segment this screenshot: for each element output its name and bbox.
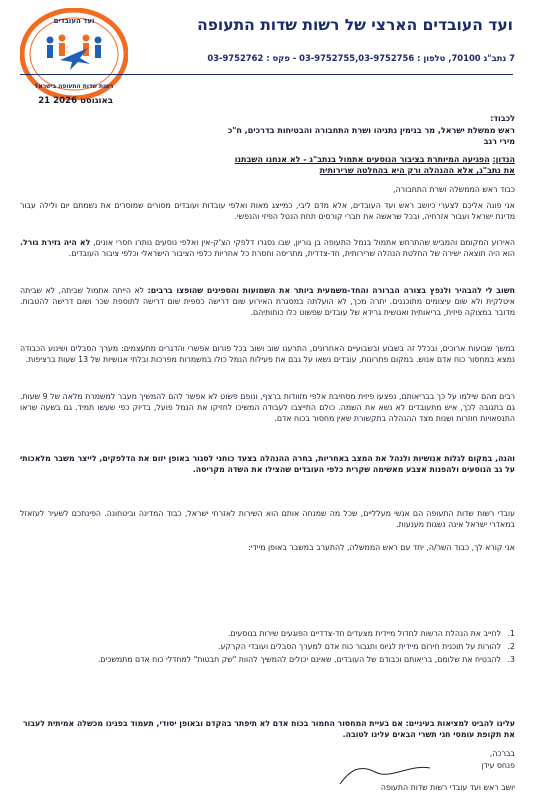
- signer-name: פנחס עידן: [481, 761, 515, 770]
- body-paragraph-p8: [20, 542, 515, 553]
- body-paragraph-p6: [20, 453, 515, 475]
- subject-line-1: הפגיעה המיותרת בציבור הנוסעים אתמול בנתב"ג - לא אנחנו השבתנו: [234, 155, 490, 164]
- subject: [20, 154, 515, 176]
- demand-number: 2.: [507, 642, 515, 652]
- body-paragraph-p7: [20, 508, 515, 530]
- body-paragraph-p1: [20, 200, 515, 222]
- demand-text: לחייב את הנהלת הרשות לחדול מיידית מצעדים חד-צדדיים הפוגעים שירות בנוסעים.: [227, 629, 501, 638]
- signoff: בברכה,: [489, 749, 515, 758]
- recipients: [20, 125, 515, 147]
- demand-number: 3.: [507, 655, 515, 665]
- paragraph-text: עובדי רשות שדות התעופה הם אנשי מעלליים, שכל מה שמנחה אותם הוא השירות לאזרחי ישראל, כבוד המדינה וביטחונה. הפינתכם לשעיר לעזאזל במאדרי ישראל אינה נשגות מענעות.: [20, 509, 515, 530]
- paragraph-text: הוא היה תוצאה ישירה של החלטת הנהלה שרירותית, חד-צדדית, מתריסה וחסרת כל אחריות כלפי הציבור הישראלי וכלפי ציבור העובדים.: [68, 249, 515, 259]
- paragraph-text: אני פונה אליכם לצערי כיושב ראש ועד העובדים, אלא מדם ליבי, כמייצג מאות ואלפי עובדות ועובדים מסורים שמוסרים את נשמתם יום ולילה עבור מדינת ישראל ועבור אזרחיה, ובכל שראשה את חברי קורסים תחת הנטל הפיזי והנפשי.: [20, 201, 515, 222]
- greeting: כבוד ראש הממשלה ושרת התחבורה,: [393, 185, 515, 194]
- recipient-line: ראש ממשלת ישראל, מר בנימין נתניהו ושרת התחבורה והבטיחות בדרכים, ח"כ: [227, 126, 515, 135]
- logo-text-bottom: רשות שדות התעופה בישראל: [34, 83, 114, 90]
- body-paragraph-p2: [20, 237, 515, 259]
- body-paragraph-p5: [20, 391, 515, 425]
- paragraph-text: לא הייתה אתמול שביתה, לא שביתה איטלקית ולא שום עיצומים מתוכננים. יתרה מכך, לא הועלתה במסגרת האירוע שום דרישה כספית שום דרישה לתוספת שכר ושום דרישה להטבות. מדובר במצוקה פיזית, בריאותית ואנושית גרידא של עובדים שפשוט כלו כוחותיהם.: [20, 286, 515, 318]
- body-paragraph-p3: [20, 285, 515, 319]
- paragraph-text: לא היה גזירת גורל.: [20, 238, 91, 247]
- demand-text: להורות על תוכנית חירום מיידית לגיוס ותגבור כוח אדם למערך הסבלים ועובדי הקרקע.: [218, 642, 501, 652]
- demand-item: [30, 641, 515, 652]
- closing-paragraph: עלינו להביט למציאות בעיניים: אם בעיית המחסור החמור בכוח אדם לא תיפתר בהקדם ובאופן יסודי, תעמוד בפנינו מכשלה אמיתית לעבור את תקופת עומסי חגי תשרי הבאים עלינו לטובה.: [22, 719, 515, 740]
- to-label: לכבוד:: [490, 114, 515, 123]
- paragraph-text: חשוב לי להבהיר ולנפץ בצורה הברורה והחד-משמעית ביותר את השמועות והספינים שהופצו ברבים:: [147, 286, 515, 295]
- body-paragraph-p4: [20, 343, 515, 365]
- letterhead-title: ועד העובדים הארצי של רשות שדות התעופה: [197, 16, 513, 34]
- union-logo: [20, 8, 128, 100]
- subject-label: הנדון:: [492, 155, 515, 164]
- logo-text-top: ועד העובדים: [53, 17, 95, 25]
- demands-list: [30, 628, 515, 668]
- paragraph-text: במשך שבועות ארוכים, ובכלל זה בשבוע ובשבועיים האחרונים, התרענו שוב ושוב בכל פורום אפשרי והדגרים מתעצמים: מערך הסבלים ושינוע הכבודה נמצא במחסור כוח אדם אנוש. במקום פתרונות, עובדים נשאו על גבם את פעילות הנמל כולו במשמרות מפרכות ובלתי אנושיות של 13 שעות ברציפות.: [20, 344, 515, 365]
- demand-text: להבטיח את שלומם, בריאותם וכבודם של העובדים, שאינם יכולים להמשיך להוות "שק חבטות" למחדלי כוח אדם מתמשכים.: [97, 655, 501, 665]
- letter-date: 21 באוגוסט 2026: [38, 96, 113, 106]
- paragraph-text: אני קורא לך, כבוד השר/ה, יחד עם ראש הממשלה, להתערב במשבר באופן מיידי:: [248, 543, 515, 552]
- recipient-line: מירי רגב: [483, 137, 515, 146]
- letterhead-contact: 7 נתב"ג 70100, טלפון : 03-9752755,03-9752756 - פקס : 03-9752762: [207, 53, 515, 63]
- paragraph-text: והנה, במקום לגלות אנושיות ולנהל את המצב באחריות, בחרה ההנהלה בצעד כוחני לסגור באופן יזום את הדלפקים, לייצר משבר מלאכותי על גב הנוסעים ולהפנות אצבע מאשימה שקרית כלפי העובדים שהצילו את השדה מקריסה.: [20, 454, 515, 475]
- demand-item: [30, 654, 515, 665]
- paragraph-text: האירוע המקומם והמביש שהתרחש אתמול בנמל התעופה בן גוריון, שבו נסגרו דלפקי הצ'ק-אין ואלפי נוסעים נותרו חסרי אונים,: [90, 238, 515, 247]
- paragraph-text: רבים מהם שילמו על כך בבריאותם, נפצעו פיזית מסחיבת אלפי מזוודות ברצף, ונופם פשוט לא אפשר להם להמשיך מעבר למשמרת מלאה של 9 שעות. גם בתגובה לכך, איש מתעובדים לא נשא את השמה. כולם התייצבו לעבודה המשיכו לחזיקו את הנמל פועל, בדיוק כפי שעשו תמיד. גם בשעה שראו התנסאויות חוזרות ושנות מצד ההנהלה בתקשורת שאין מחסור בכוח אדם.: [20, 392, 515, 424]
- header-rule: [20, 74, 513, 75]
- demand-number: 1.: [507, 629, 515, 638]
- demand-item: [30, 628, 515, 639]
- subject-line-2: את נתב"ג, אלא ההנהלה ורק היא בהחלטה שרירותית: [319, 166, 515, 175]
- signer-title: יושב ראש ועד עובדי רשות שדות התעופה: [380, 783, 515, 792]
